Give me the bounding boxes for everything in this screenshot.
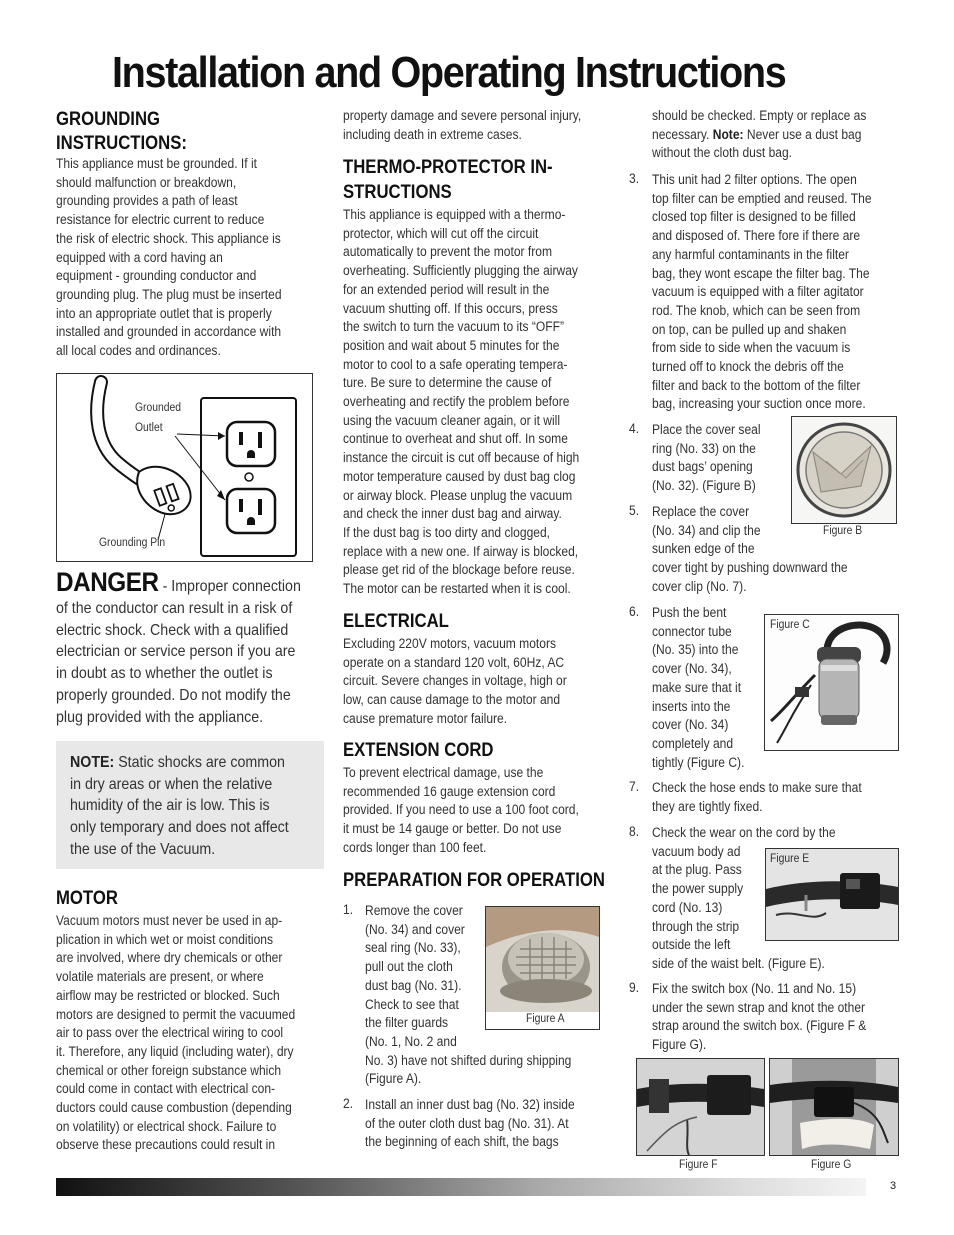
step-7-text: Check the hose ends to make sure that they are tightly fixed. xyxy=(652,780,862,814)
step-1-number: 1. xyxy=(343,902,354,917)
figure-e xyxy=(765,848,899,941)
danger-word: DANGER xyxy=(56,567,159,597)
step-8-number: 8. xyxy=(629,824,640,839)
motor-heading: MOTOR xyxy=(56,888,118,909)
figure-f xyxy=(636,1058,765,1156)
extension-cord-heading: EXTENSION CORD xyxy=(343,740,494,761)
filter-cover-photo xyxy=(486,907,599,1012)
grounding-heading-line1: GROUNDING xyxy=(56,109,161,130)
figure-f-caption: Figure F xyxy=(679,1159,718,1171)
figure-b-caption: Figure B xyxy=(823,525,863,537)
danger-paragraph: DANGER - Improper connection of the conductor can result in a risk of electric shock. Check with a qualified electrician or service person if you are in doubt as to whether the outlet is properly grounded. Do not modify the plug provided with the appliance. xyxy=(56,567,301,726)
figure-c xyxy=(764,614,899,751)
step-6-number: 6. xyxy=(629,604,640,619)
switch-box-strap-photo xyxy=(637,1059,764,1155)
motor-paragraph-continued: property damage and severe personal injury, including death in extreme cases. xyxy=(343,108,582,142)
step-2-text: Install an inner dust bag (No. 32) inside of the outer cloth dust bag (No. 31). At the beginning of each shift, the bags xyxy=(365,1097,575,1150)
page-title: Installation and Operating Instructions xyxy=(112,48,786,97)
step-1-text: Remove the cover (No. 34) and cover seal ring (No. 33), pull out the cloth dust bag (No. 31). Check to see that the filter guards (No. 1, No. 2 and No. 3) have not shifted during shipping (Figure A). xyxy=(365,903,572,1087)
note-paragraph: NOTE: Static shocks are common in dry areas or when the relative humidity of the air is low. This is only temporary and does not affect the use of the Vacuum. xyxy=(70,754,289,858)
step-2-number: 2. xyxy=(343,1096,354,1111)
preparation-heading: PREPARATION FOR OPERATION xyxy=(343,870,605,891)
figure-a-caption: Figure A xyxy=(526,1013,565,1025)
step-5-text: Replace the cover (No. 34) and clip the sunken edge of the cover tight by pushing downward the cover clip (No. 7). xyxy=(652,504,848,594)
figure-c-caption: Figure C xyxy=(770,619,810,631)
grounding-heading-line2: INSTRUCTIONS: xyxy=(56,133,187,154)
step-2-text-continued: should be checked. Empty or replace as necessary. Note: Never use a dust bag without the cloth dust bag. xyxy=(652,108,867,161)
footer-gradient-bar xyxy=(56,1178,866,1196)
plug-and-outlet-illustration xyxy=(57,374,312,561)
thermo-heading-line2: STRUCTIONS xyxy=(343,182,452,203)
electrical-heading: ELECTRICAL xyxy=(343,611,449,632)
step-9-text: Fix the switch box (No. 11 and No. 15) under the sewn strap and knot the other strap around the switch box. (Figure F & Figure G). xyxy=(652,981,867,1053)
thermo-heading-line1: THERMO-PROTECTOR IN- xyxy=(343,157,553,178)
grounding-paragraph: This appliance must be grounded. If it should malfunction or breakdown, grounding provides a path of least resistance for electric current to reduce the risk of electric shock. This appliance is equipped with a cord having an equipment - grounding conductor and grounding plug. The plug must be inserted into an appropriate outlet that is properly installed and grounded in accordance with all local codes and ordinances. xyxy=(56,156,282,359)
figure-e-caption: Figure E xyxy=(770,853,810,865)
vacuum-with-hose-photo xyxy=(765,615,898,750)
grounded-outlet-figure xyxy=(56,373,313,562)
step-7-number: 7. xyxy=(629,779,640,794)
step-8-text: Check the wear on the cord by the vacuum body ad at the plug. Pass the power supply cord (No. 13) through the strip outside the left side of the waist belt. (Figure E). xyxy=(652,825,836,971)
grounded-outlet-label-line2: Outlet xyxy=(135,422,163,434)
step-9-number: 9. xyxy=(629,980,640,995)
step-6-text: Push the bent connector tube (No. 35) into the cover (No. 34), make sure that it inserts into the cover (No. 34) completely and tightly (Figure C). xyxy=(652,605,745,770)
extension-cord-paragraph: To prevent electrical damage, use the recommended 16 gauge extension cord provided. If you need to use a 100 foot cord, it must be 14 gauge or better. Do not use cords longer than 100 feet. xyxy=(343,765,579,855)
page-number: 3 xyxy=(890,1180,897,1192)
note-label: NOTE: xyxy=(70,754,115,771)
motor-paragraph: Vacuum motors must never be used in ap- plication in which wet or moist conditions are involved, where dry chemicals or other volatile materials are present, or where airflow may be restricted or blocked. Such motors are designed to permit the vacuumed air to pass over the electrical wiring to cool it. Therefore, any liquid (including water), dry chemical or other foreign substance which could come in contact with electrical con- ductors could cause combustion (depending on volatility) or electrical shock. Failure to observe these precautions could result in xyxy=(56,913,296,1153)
figure-g xyxy=(769,1058,899,1156)
step-4-number: 4. xyxy=(629,421,640,436)
belt-worn-photo xyxy=(770,1059,898,1155)
step-4-text: Place the cover seal ring (No. 33) on the dust bags’ opening (No. 32). (Figure B) xyxy=(652,422,761,494)
step-3-number: 3. xyxy=(629,171,640,186)
figure-a xyxy=(485,906,600,1030)
step-5-number: 5. xyxy=(629,503,640,518)
grounded-outlet-label-line1: Grounded xyxy=(135,402,182,414)
thermo-paragraph: This appliance is equipped with a thermo- protector, which will cut off the circuit automatically to prevent the motor from overheating. Sufficiently plugging the airway for an extended period will result in the vacuum shutting off. If this occurs, press the switch to turn the vacuum to its “OFF” position and wait about 5 minutes for the motor to cool to a safe operating tempera- ture. Be sure to determine the cause of overheating and rectify the problem before using the vacuum cleaner again, or it will continue to overheat and shut off. In some instance the circuit is cut off because of high motor temperature caused by dust bag clog or airway block. Please unplug the vacuum and check the inner dust bag and airway. If the dust bag is too dirty and clogged, replace with a new one. If airway is blocked, please get rid of the blockage before reuse. The motor can be restarted when it is cool. xyxy=(343,207,580,597)
figure-g-caption: Figure G xyxy=(811,1159,852,1171)
grounding-pin-label: Grounding Pin xyxy=(99,537,166,549)
electrical-paragraph: Excluding 220V motors, vacuum motors operate on a standard 120 volt, 60Hz, AC circuit. Severe changes in voltage, high or low, can cause damage to the motor and cause premature motor failure. xyxy=(343,636,567,726)
step-3-text: This unit had 2 filter options. The open top filter can be emptied and reused. The closed top filter is designed to be filled and disposed of. There fore if there are any harmful contaminants in the filter bag, they wont escape the filter bag. The vacuum is equipped with a filter agitator rod. The knob, which can be seen from on top, can be pulled up and shaken from side to side when the vacuum is turned off to knock the debris off the filter and back to the bottom of the filter bag, increasing your suction once more. xyxy=(652,172,872,412)
